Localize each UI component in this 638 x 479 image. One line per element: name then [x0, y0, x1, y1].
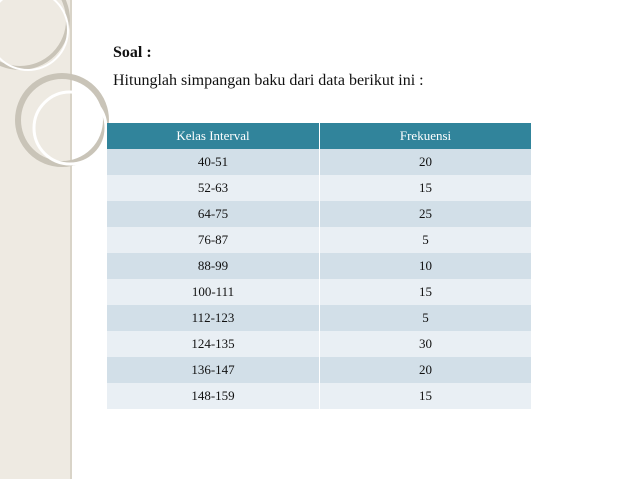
cell-interval: 52-63: [107, 175, 320, 201]
cell-interval: 64-75: [107, 201, 320, 227]
frequency-table: [107, 123, 531, 409]
cell-frequency: 5: [320, 227, 532, 253]
decorative-left-strip: [0, 0, 72, 479]
header-kelas-interval: Kelas Interval: [107, 123, 320, 149]
table-row: [107, 149, 531, 175]
table-row: [107, 253, 531, 279]
cell-interval: 76-87: [107, 227, 320, 253]
cell-interval: 88-99: [107, 253, 320, 279]
table-row: [107, 383, 531, 409]
cell-interval: 148-159: [107, 383, 320, 409]
cell-frequency: 20: [320, 357, 532, 383]
cell-interval: 112-123: [107, 305, 320, 331]
cell-frequency: 15: [320, 279, 532, 305]
cell-frequency: 30: [320, 331, 532, 357]
decorative-circles-icon: [0, 0, 120, 479]
table-row: [107, 279, 531, 305]
table-header-row: [107, 123, 531, 149]
table-row: [107, 357, 531, 383]
table-row: [107, 227, 531, 253]
header-frekuensi: Frekuensi: [320, 123, 532, 149]
cell-frequency: 10: [320, 253, 532, 279]
slide-subtitle: Hitunglah simpangan baku dari data berikut ini :: [113, 72, 424, 89]
cell-frequency: 20: [320, 149, 532, 175]
cell-frequency: 25: [320, 201, 532, 227]
cell-interval: 40-51: [107, 149, 320, 175]
cell-frequency: 5: [320, 305, 532, 331]
cell-interval: 136-147: [107, 357, 320, 383]
table-row: [107, 331, 531, 357]
cell-interval: 100-111: [107, 279, 320, 305]
cell-frequency: 15: [320, 383, 532, 409]
slide-title: Soal :: [113, 44, 152, 61]
cell-interval: 124-135: [107, 331, 320, 357]
table-row: [107, 305, 531, 331]
table-row: [107, 201, 531, 227]
cell-frequency: 15: [320, 175, 532, 201]
table-row: [107, 175, 531, 201]
